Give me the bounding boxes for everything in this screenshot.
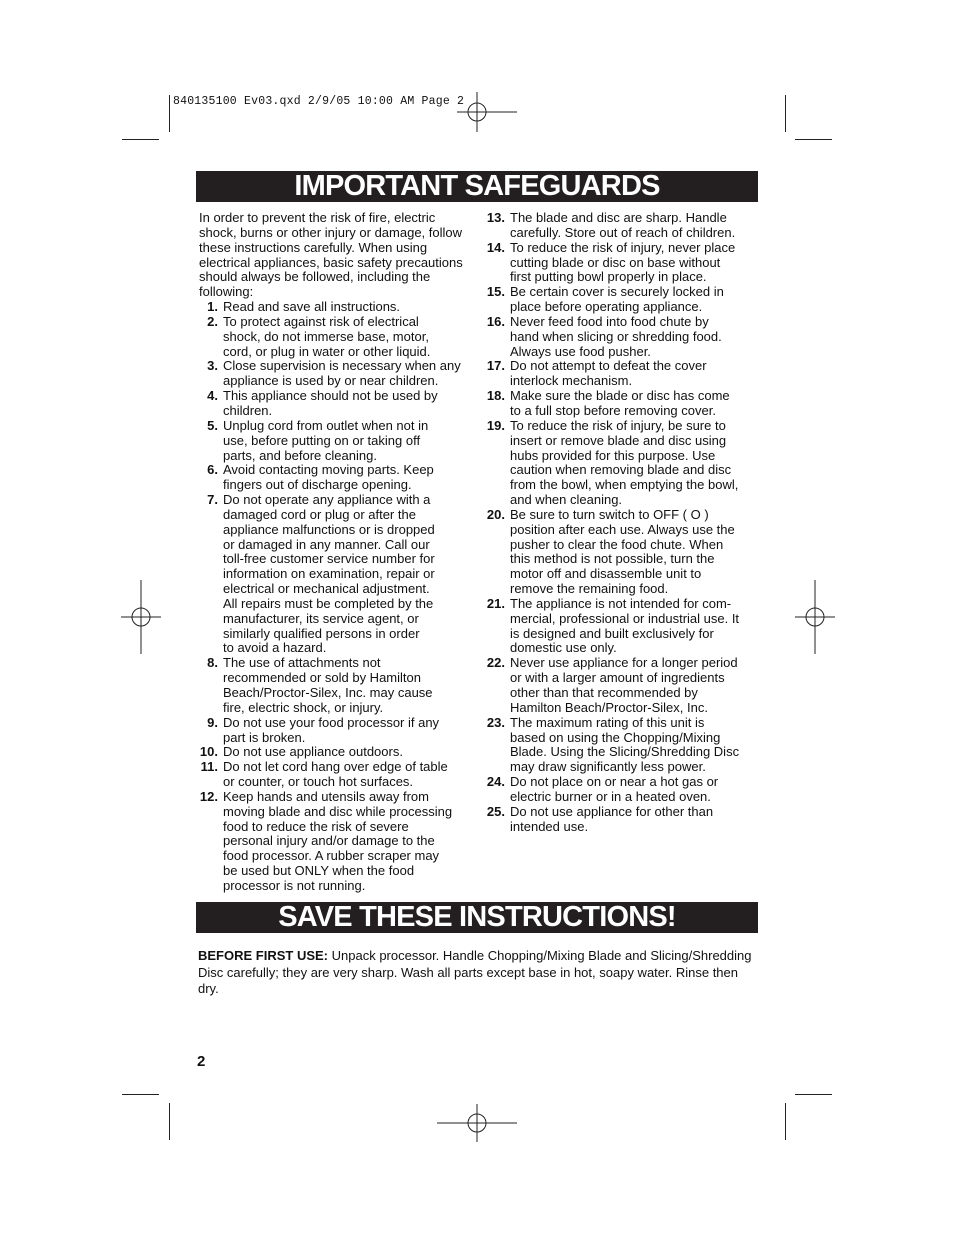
safeguard-text-line: similarly qualified persons in order <box>223 625 420 641</box>
safeguard-number: 10. <box>199 744 218 760</box>
safeguard-text-line: use, before putting on or taking off <box>223 432 421 448</box>
safeguard-item <box>486 315 758 360</box>
safeguard-text-line: part is broken. <box>223 729 306 745</box>
crop-mark-top-right-v <box>785 95 786 132</box>
safeguard-number: 19. <box>486 417 505 433</box>
before-first-use-paragraph <box>198 948 758 998</box>
safeguard-text-line: Keep hands and utensils away from <box>223 788 429 804</box>
safeguard-text-line: shock, do not immerse base, motor, <box>223 328 429 344</box>
safeguard-number: 21. <box>486 595 505 611</box>
safeguard-text-line: cord, or plug in water or other liquid. <box>223 343 431 359</box>
crop-mark-top-right-h <box>795 139 832 140</box>
safeguard-text <box>510 211 758 241</box>
safeguard-text-line: Do not use your food processor if any <box>223 714 440 730</box>
safeguard-number: 5. <box>207 417 218 433</box>
safeguard-item <box>199 745 473 760</box>
safeguard-text <box>223 745 473 760</box>
safeguard-text-line: other than that recommended by <box>510 685 698 700</box>
safeguard-text <box>510 775 758 805</box>
safeguard-text-line: The use of attachments not <box>223 655 381 671</box>
safeguard-text <box>510 315 758 360</box>
safeguard-item <box>199 419 473 464</box>
safeguard-number: 24. <box>486 774 505 790</box>
registration-mark-bottom-icon <box>437 1104 517 1144</box>
safeguard-text-line: pusher to clear the food chute. When <box>510 536 724 552</box>
safeguard-text-line: Do not use appliance outdoors. <box>223 744 403 760</box>
safeguard-item <box>486 805 758 835</box>
safeguard-text-line: parts, and before cleaning. <box>223 447 377 463</box>
safeguard-number: 6. <box>207 462 218 478</box>
safeguard-item <box>486 656 758 715</box>
safeguard-text-line: Read and save all instructions. <box>223 299 401 315</box>
safeguard-text <box>223 389 473 419</box>
safeguard-text-line: is designed and built exclusively for <box>510 625 714 641</box>
safeguard-text-line: Do not operate any appliance with a <box>223 492 431 508</box>
safeguard-text-line: or with a larger amount of ingredients <box>510 670 725 686</box>
safeguard-item <box>486 241 758 286</box>
safeguard-text-line: from the bowl, when emptying the bowl, <box>510 477 739 493</box>
safeguard-text <box>510 805 758 835</box>
registration-mark-top-icon <box>457 92 517 132</box>
safeguard-item <box>199 389 473 419</box>
safeguard-item <box>199 760 473 790</box>
safeguard-text-line: To reduce the risk of injury, never place <box>510 239 736 255</box>
safeguard-number: 25. <box>486 803 505 819</box>
safeguard-text <box>223 656 473 715</box>
safeguard-text <box>223 790 473 894</box>
safeguard-number: 15. <box>486 284 505 300</box>
safeguard-number: 8. <box>207 655 218 671</box>
safeguard-text-line: Blade. Using the Slicing/Shredding Disc <box>510 744 740 760</box>
safeguard-text-line: cutting blade or disc on base without <box>510 254 721 270</box>
safeguard-text-line: may draw significantly less power. <box>510 759 706 775</box>
safeguard-item <box>199 716 473 746</box>
safeguard-text <box>510 359 758 389</box>
safeguard-number: 11. <box>200 759 218 775</box>
safeguard-text-line: The appliance is not intended for com- <box>510 595 732 611</box>
safeguard-text-line: Make sure the blade or disc has come <box>510 388 730 404</box>
safeguard-number: 16. <box>486 313 505 329</box>
safeguard-item <box>486 775 758 805</box>
safeguard-text-line: Never feed food into food chute by <box>510 313 709 329</box>
left-column <box>199 211 473 894</box>
safeguard-text-line: Hamilton Beach/Proctor-Silex, Inc. <box>510 699 708 715</box>
safeguard-number: 9. <box>207 714 218 730</box>
safeguard-item <box>486 359 758 389</box>
safeguard-text-line: Be sure to turn switch to OFF ( O ) <box>510 506 709 522</box>
safeguard-text-line: The maximum rating of this unit is <box>510 714 705 730</box>
safeguard-text-line: carefully. Store out of reach of children. <box>510 224 736 240</box>
registration-mark-right-icon <box>795 580 835 654</box>
safeguard-number: 12. <box>199 788 218 804</box>
safeguard-text <box>510 241 758 286</box>
safeguard-number: 4. <box>207 388 218 404</box>
safeguard-text-line: Unplug cord from outlet when not in <box>223 417 429 433</box>
safeguard-text <box>223 716 473 746</box>
safeguard-text <box>510 419 758 508</box>
print-slug-line: 840135100 Ev03.qxd 2/9/05 10:00 AM Page 2 <box>173 95 465 108</box>
important-safeguards-banner: IMPORTANT SAFEGUARDS <box>196 171 758 202</box>
safeguard-text-line: To reduce the risk of injury, be sure to <box>510 417 726 433</box>
safeguard-text <box>510 716 758 775</box>
safeguard-text <box>223 760 473 790</box>
safeguard-list-right <box>486 211 758 834</box>
page-number: 2 <box>197 1053 206 1070</box>
safeguard-text-line: insert or remove blade and disc using <box>510 432 727 448</box>
safeguard-number: 17. <box>486 358 505 374</box>
safeguard-text-line: Do not place on or near a hot gas or <box>510 774 719 790</box>
safeguard-text-line: based on using the Chopping/Mixing <box>510 729 721 745</box>
safeguard-text-line: motor off and disassemble unit to <box>510 566 702 582</box>
safeguard-text <box>510 597 758 656</box>
safeguard-text-line: electric burner or in a heated oven. <box>510 788 711 804</box>
safeguard-text <box>223 315 473 360</box>
safeguard-item <box>486 597 758 656</box>
safeguard-text-line: hand when slicing or shredding food. <box>510 328 722 344</box>
safeguard-number: 22. <box>486 655 505 671</box>
safeguard-number: 3. <box>207 358 218 374</box>
safeguard-item <box>199 656 473 715</box>
safeguard-text-line: domestic use only. <box>510 640 617 656</box>
safeguard-item <box>486 389 758 419</box>
safeguard-text <box>510 389 758 419</box>
safeguard-text-line: intended use. <box>510 818 589 834</box>
safeguard-text-line: or damaged in any manner. Call our <box>223 536 430 552</box>
safeguard-item <box>199 300 473 315</box>
save-instructions-banner: SAVE THESE INSTRUCTIONS! <box>196 902 758 933</box>
safeguard-number: 23. <box>486 714 505 730</box>
safeguard-item <box>486 419 758 508</box>
before-first-use-text: Unpack processor. Handle Chopping/Mixing Blade and Slicing/Shredding Disc carefully; they are very sharp. Wash all parts except base in hot, soapy water. Rinse then dry. <box>198 948 752 996</box>
safeguard-item <box>199 790 473 894</box>
safeguard-text-line: toll-free customer service number for <box>223 551 435 567</box>
safeguard-text-line: Close supervision is necessary when any <box>223 358 461 374</box>
safeguard-number: 1. <box>207 299 218 315</box>
safeguard-item <box>199 359 473 389</box>
safeguard-list-left <box>199 300 473 894</box>
safeguard-number: 2. <box>207 313 218 329</box>
safeguard-text-line: Beach/Proctor-Silex, Inc. may cause <box>223 685 433 700</box>
safeguard-text-line: Do not attempt to defeat the cover <box>510 358 707 374</box>
safeguard-item <box>486 211 758 241</box>
safeguard-text-line: damaged cord or plug or after the <box>223 506 416 522</box>
safeguard-item <box>199 463 473 493</box>
safeguard-text-line: recommended or sold by Hamilton <box>223 670 421 686</box>
safeguard-text <box>223 300 473 315</box>
safeguard-number: 14. <box>486 239 505 255</box>
safeguard-text-line: Avoid contacting moving parts. Keep <box>223 462 434 478</box>
safeguard-text-line: All repairs must be completed by the <box>223 595 434 611</box>
crop-mark-bottom-right-v <box>785 1103 786 1140</box>
safeguard-text <box>223 493 473 656</box>
safeguard-text-line: Do not let cord hang over edge of table <box>223 759 448 775</box>
safeguard-text <box>223 463 473 493</box>
safeguard-text-line: Be certain cover is securely locked in <box>510 284 724 300</box>
safeguard-text-line: to avoid a hazard. <box>223 640 327 656</box>
safeguard-text <box>510 656 758 715</box>
crop-mark-top-left-v <box>169 95 170 132</box>
registration-mark-left-icon <box>121 580 161 654</box>
crop-mark-top-left-h <box>122 139 159 140</box>
before-first-use-label: BEFORE FIRST USE: <box>198 948 329 963</box>
safeguard-text <box>223 359 473 389</box>
safeguard-text-line: appliance is used by or near children. <box>223 373 439 389</box>
safeguard-text-line: first putting bowl properly in place. <box>510 269 707 285</box>
safeguard-number: 7. <box>207 492 218 508</box>
safeguard-item <box>486 285 758 315</box>
safeguard-text-line: children. <box>223 402 273 418</box>
safeguard-text-line: information on examination, repair or <box>223 566 435 582</box>
safeguard-text <box>510 508 758 597</box>
safeguard-text-line: position after each use. Always use the <box>510 521 735 537</box>
safeguard-number: 18. <box>486 388 505 404</box>
safeguard-text-line: appliance malfunctions or is dropped <box>223 521 435 537</box>
crop-mark-bottom-left-v <box>169 1103 170 1140</box>
safeguard-text-line: manufacturer, its service agent, or <box>223 610 419 626</box>
safeguard-text-line: remove the remaining food. <box>510 581 669 597</box>
intro-paragraph: In order to prevent the risk of fire, electric shock, burns or other injury or damage, follow these instructions carefully. When using electrical appliances, basic safety precautions should always be followed, including the following: <box>199 210 463 300</box>
safeguard-text-line: processor is not running. <box>223 877 366 893</box>
safeguard-text-line: Never use appliance for a longer period <box>510 655 738 671</box>
safeguard-number: 13. <box>486 210 505 225</box>
crop-mark-bottom-left-h <box>122 1094 159 1095</box>
safeguard-text-line: To protect against risk of electrical <box>223 313 419 329</box>
safeguard-text-line: fire, electric shock, or injury. <box>223 699 384 715</box>
safeguard-text <box>510 285 758 315</box>
safeguard-text-line: personal injury and/or damage to the <box>223 833 435 849</box>
safeguard-text-line: food processor. A rubber scraper may <box>223 848 440 864</box>
safeguard-text-line: caution when removing blade and disc <box>510 462 732 478</box>
safeguard-text-line: electrical or mechanical adjustment. <box>223 581 430 597</box>
safeguard-text-line: Always use food pusher. <box>510 343 651 359</box>
safeguard-number: 20. <box>486 506 505 522</box>
safeguard-text-line: interlock mechanism. <box>510 373 633 389</box>
safeguard-text-line: food to reduce the risk of severe <box>223 818 409 834</box>
safeguard-text <box>223 419 473 464</box>
safeguard-text-line: mercial, professional or industrial use. It <box>510 610 740 626</box>
safeguard-text-line: moving blade and disc while processing <box>223 803 453 819</box>
safeguard-text-line: This appliance should not be used by <box>223 388 438 404</box>
safeguard-item <box>486 716 758 775</box>
right-column <box>486 211 758 834</box>
safeguard-text-line: be used but ONLY when the food <box>223 863 415 879</box>
safeguard-item <box>199 493 473 656</box>
safeguard-text-line: to a full stop before removing cover. <box>510 402 716 418</box>
safeguard-text-line: fingers out of discharge opening. <box>223 477 412 493</box>
safeguard-text-line: The blade and disc are sharp. Handle <box>510 210 727 225</box>
safeguard-text-line: place before operating appliance. <box>510 299 703 315</box>
crop-mark-bottom-right-h <box>795 1094 832 1095</box>
safeguard-text-line: this method is not possible, turn the <box>510 551 715 567</box>
safeguard-text-line: Do not use appliance for other than <box>510 803 714 819</box>
safeguard-text-line: hubs provided for this purpose. Use <box>510 447 716 463</box>
safeguard-text-line: or counter, or touch hot surfaces. <box>223 774 414 790</box>
safeguard-text-line: and when cleaning. <box>510 492 623 508</box>
safeguard-item <box>486 508 758 597</box>
safeguard-item <box>199 315 473 360</box>
